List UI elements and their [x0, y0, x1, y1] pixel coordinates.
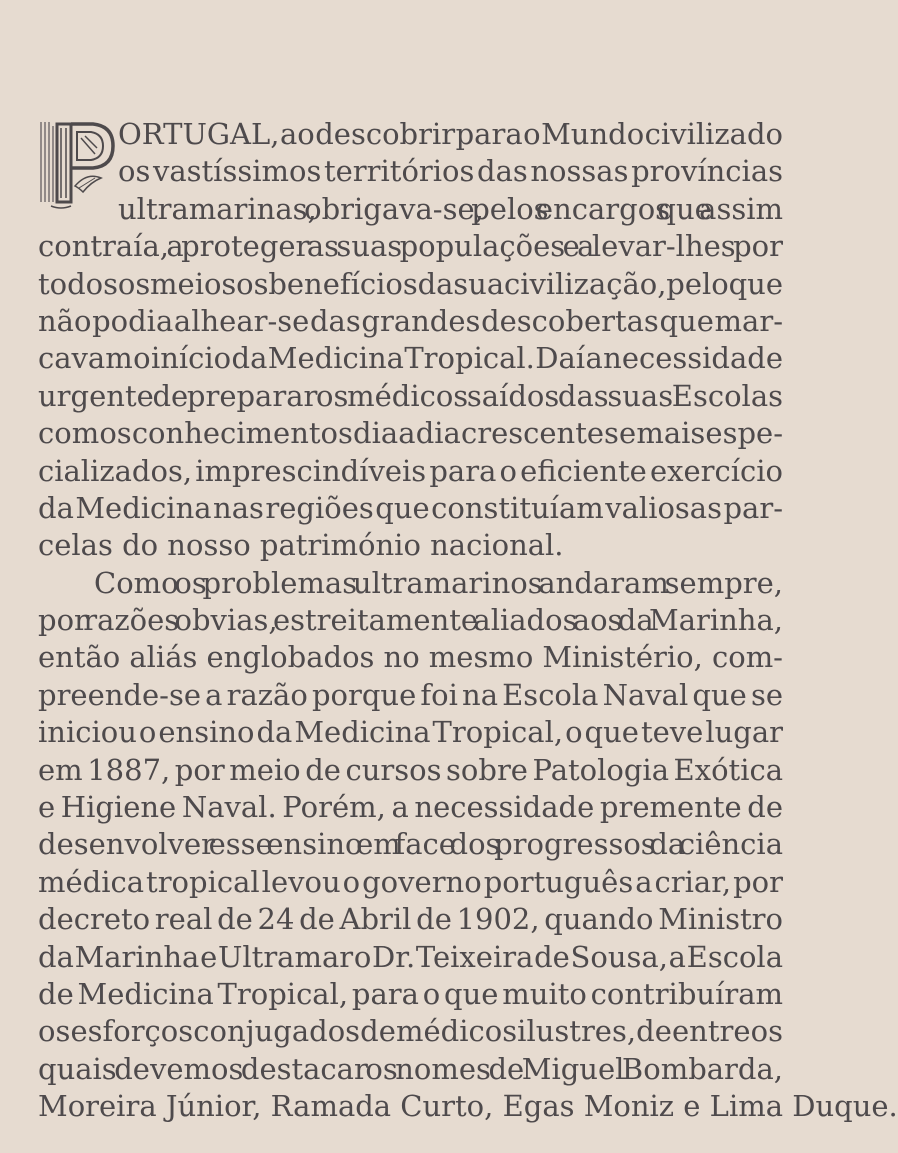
text-line: não podia alhear-se das grandes descobertas que mar- — [38, 303, 783, 338]
text-line: Como os problemas ultramarinos andaram sempre, — [94, 565, 783, 600]
text-line: de Medicina Tropical, para o que muito contribuíram — [38, 976, 783, 1011]
body-text — [38, 116, 898, 1126]
text-line: e Higiene Naval. Porém, a necessidade premente de — [38, 790, 783, 825]
text-line: quais devemos destacar os nomes de Miguel Bombarda, — [38, 1051, 783, 1086]
text-line: urgente de preparar os médicos saídos das suas Escolas — [38, 378, 783, 413]
text-line: ultramarinas, obrigava-se, pelos encargos que assim — [118, 191, 783, 226]
text-line: os esforços conjugados de médicos ilustres, de entre os — [38, 1014, 783, 1049]
text-line: da Marinha e Ultramar o Dr. Teixeira de Sousa, a Escola — [38, 939, 783, 974]
text-line: os vastíssimos territórios das nossas províncias — [118, 154, 783, 189]
text-line: decreto real de 24 de Abril de 1902, quando Ministro — [38, 902, 783, 937]
text-line: iniciou o ensino da Medicina Tropical, o que teve lugar — [38, 715, 783, 750]
text-line: celas do nosso património nacional. — [38, 528, 564, 563]
text-line: ORTUGAL, ao descobrir para o Mundo civilizado — [118, 117, 783, 151]
drop-cap-p-ornament — [37, 116, 117, 212]
text-line: cializados, imprescindíveis para o eficiente exercício — [38, 453, 783, 488]
text-line: Moreira Júnior, Ramada Curto, Egas Moniz e Lima Duque. — [38, 1089, 898, 1124]
text-line: médica tropical levou o governo português a criar, por — [38, 864, 783, 899]
text-line: contraía, a proteger as suas populações e a levar-lhes por — [38, 229, 783, 264]
text-line: da Medicina nas regiões que constituíam valiosas par- — [38, 490, 783, 525]
text-line: por razões obvias, estreitamente aliados aos da Marinha, — [38, 603, 783, 638]
text-line: cavam o início da Medicina Tropical. Daí a necessidade — [38, 341, 783, 376]
text-line: então aliás englobados no mesmo Ministério, com- — [38, 640, 783, 675]
text-line: todos os meios os benefícios da sua civilização, pelo que — [38, 266, 783, 301]
text-line: desenvolver esse ensino em face dos progressos da ciência — [38, 827, 783, 862]
text-line: com os conhecimentos dia a dia crescentes e mais espe- — [38, 416, 783, 451]
text-line: em 1887, por meio de cursos sobre Patologia Exótica — [38, 752, 783, 787]
text-line: preende-se a razão porque foi na Escola Naval que se — [38, 677, 783, 712]
